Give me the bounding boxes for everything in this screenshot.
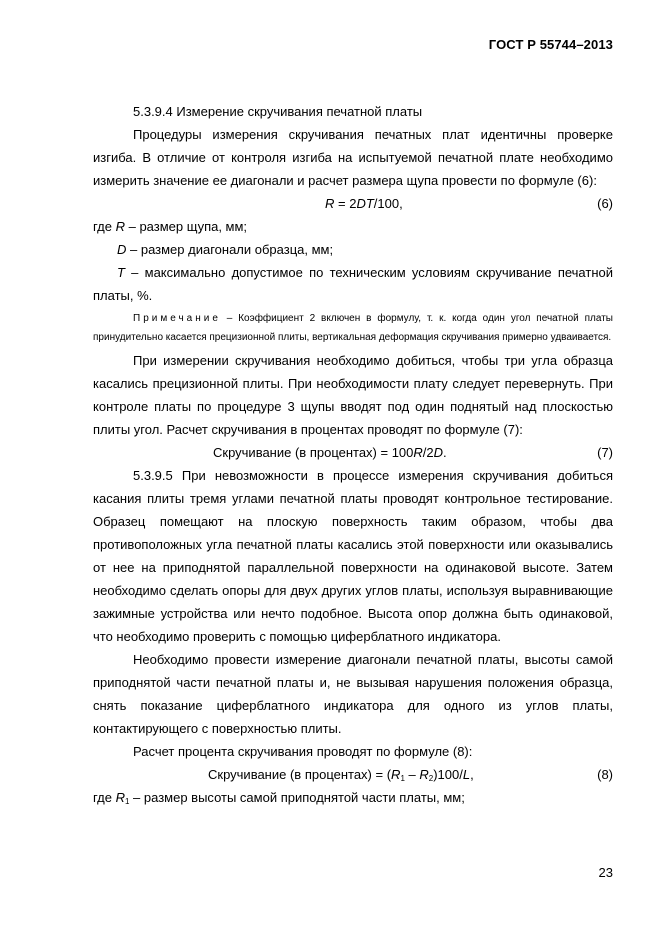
formula-8	[93, 763, 613, 786]
formula-8-expression: Скручивание (в процентах) = $(R_1 - R_2)100/L$,	[208, 767, 474, 783]
section-title-5394: 5.3.9.4 Измерение скручивания печатной платы	[133, 104, 423, 119]
formula-7-expression: Скручивание (в процентах) = 100R/2D.	[213, 445, 447, 460]
formula-6-number: (6)	[597, 196, 613, 211]
formula-8-number: (8)	[597, 767, 613, 782]
note	[93, 309, 613, 347]
note-label: Примечание	[133, 313, 221, 324]
formula-7	[93, 441, 613, 464]
where-r1: где $R_1$ – размер высоты самой приподнятой части платы, мм;	[93, 790, 465, 806]
note-text: – Коэффициент 2 включен в формулу, т. к. когда один угол печатной платы принудительно касается прецизионной плиты, вертикальная деформация скручивания примерно удваивается.	[93, 313, 613, 343]
where-r: где R – размер щупа, мм;	[93, 219, 248, 234]
formula-7-number: (7)	[597, 445, 613, 460]
where-d: D – размер диагонали образца, мм;	[117, 242, 334, 257]
formula-6-expression: R = 2DT/100,	[325, 196, 403, 211]
document-header: ГОСТ Р 55744–2013	[488, 37, 613, 52]
paragraph-diagonal-measurement: Необходимо провести измерение диагонали печатной платы, высоты самой приподнятой части печатной платы и, не вызывая нарушения положения образца, снять показание циферблатного индикатора для одного из углов платы, контактирующего с поверхностью плиты.	[93, 652, 613, 736]
paragraph-procedures: Процедуры измерения скручивания печатных плат идентичны проверке изгиба. В отличие от контроля изгиба на испытуемой печатной плате необходимо измерить значение ее диагонали и расчет размера щупа провести по формуле (6):	[93, 127, 613, 188]
paragraph-three-corners: При измерении скручивания необходимо добиться, чтобы три угла образца касались прецизионной плиты. При необходимости плату следует перевернуть. При контроле платы по процедуре 3 щупы вводят под один поднятый над плоскостью плиты угол. Расчет скручивания в процентах проводят по формуле (7):	[93, 353, 613, 437]
page-content	[93, 100, 613, 809]
page-number: 23	[598, 865, 613, 880]
formula-6	[93, 192, 613, 215]
where-t: T – максимально допустимое по техническим условиям скручивание печатной платы, %.	[93, 265, 613, 303]
paragraph-5395: 5.3.9.5 При невозможности в процессе измерения скручивания добиться касания плиты тремя углами печатной платы проводят контрольное тестирование. Образец помещают на плоскую поверхность таким образом, чтобы два противоположных угла печатной платы касались этой поверхности или оказывались от нее на приподнятой параллельной поверхности на одинаковой высоте. Затем необходимо сделать опоры для двух других углов платы, используя выравнивающие зажимные устройства или нечто подобное. Высота опор должна быть одинаковой, что необходимо проверить с помощью циферблатного индикатора.	[93, 468, 613, 644]
paragraph-formula-8-intro: Расчет процента скручивания проводят по формуле (8):	[133, 744, 473, 759]
